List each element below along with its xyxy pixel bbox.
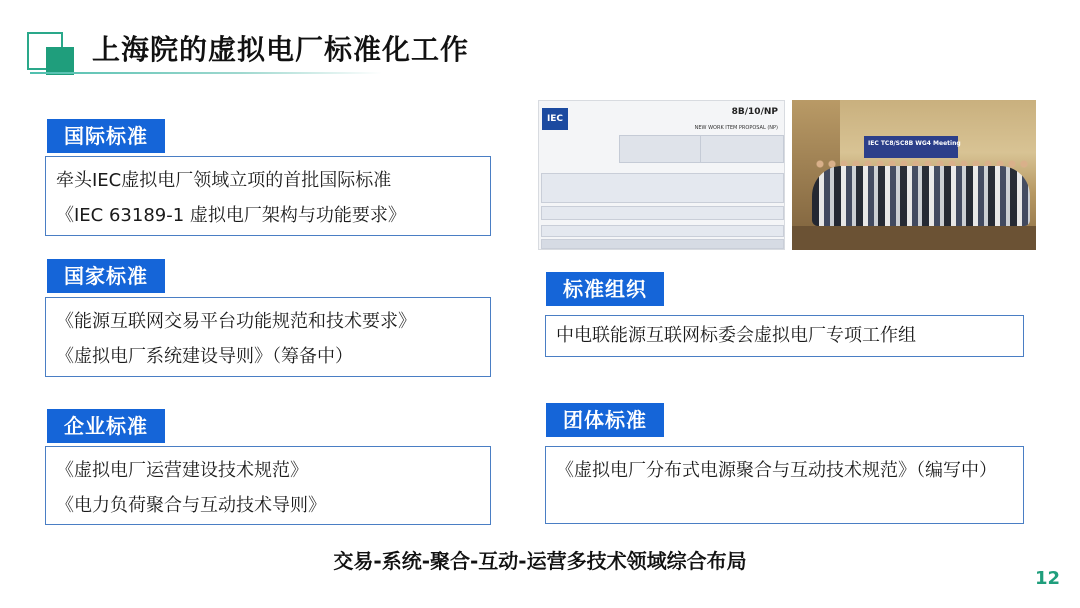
document-info-grid — [619, 135, 784, 163]
tag-international-standard: 国际标准 — [47, 119, 165, 153]
box-group-standard — [545, 446, 1024, 524]
group-line-1: 《虚拟电厂分布式电源聚合与互动技术规范》（编写中） — [556, 460, 997, 481]
box-standards-organization — [545, 315, 1024, 357]
meeting-group-photo — [792, 100, 1036, 250]
page-number: 12 — [1034, 568, 1060, 589]
document-type: NEW WORK ITEM PROPOSAL (NP) — [694, 125, 778, 131]
document-field-row — [541, 225, 784, 237]
iec-proposal-document-image — [538, 100, 785, 250]
tag-group-standard: 团体标准 — [546, 403, 664, 437]
photo-floor — [792, 226, 1036, 250]
document-field-block — [541, 173, 784, 203]
iec-logo: IEC — [542, 108, 568, 130]
meeting-banner-text: IEC TC8/SC8B WG4 Meeting — [868, 140, 961, 147]
national-line-2: 《虚拟电厂系统建设导则》（筹备中） — [56, 346, 353, 367]
enterprise-line-1: 《虚拟电厂运营建设技术规范》 — [56, 460, 308, 481]
slide-title: 上海院的虚拟电厂标准化工作 — [92, 33, 470, 66]
tag-standards-organization: 标准组织 — [546, 272, 664, 306]
international-line-2: 《IEC 63189-1 虚拟电厂架构与功能要求》 — [56, 205, 406, 226]
box-enterprise-standard — [45, 446, 491, 525]
footer-summary: 交易-系统-聚合-互动-运营多技术领域综合布局 — [333, 549, 747, 573]
international-line-1: 牵头IEC虚拟电厂领域立项的首批国际标准 — [56, 170, 392, 191]
tag-national-standard: 国家标准 — [47, 259, 165, 293]
title-underline — [30, 72, 382, 74]
enterprise-line-2: 《电力负荷聚合与互动技术导则》 — [56, 495, 326, 516]
document-number: 8B/10/NP — [731, 107, 778, 117]
national-line-1: 《能源互联网交易平台功能规范和技术要求》 — [56, 311, 416, 332]
box-national-standard — [45, 297, 491, 377]
organization-line-1: 中电联能源互联网标委会虚拟电厂专项工作组 — [556, 325, 916, 346]
document-title-row — [541, 239, 784, 249]
tag-enterprise-standard: 企业标准 — [47, 409, 165, 443]
box-international-standard — [45, 156, 491, 236]
document-field-row — [541, 206, 784, 220]
photo-people-group — [812, 166, 1030, 226]
header-deco-square — [46, 47, 74, 75]
